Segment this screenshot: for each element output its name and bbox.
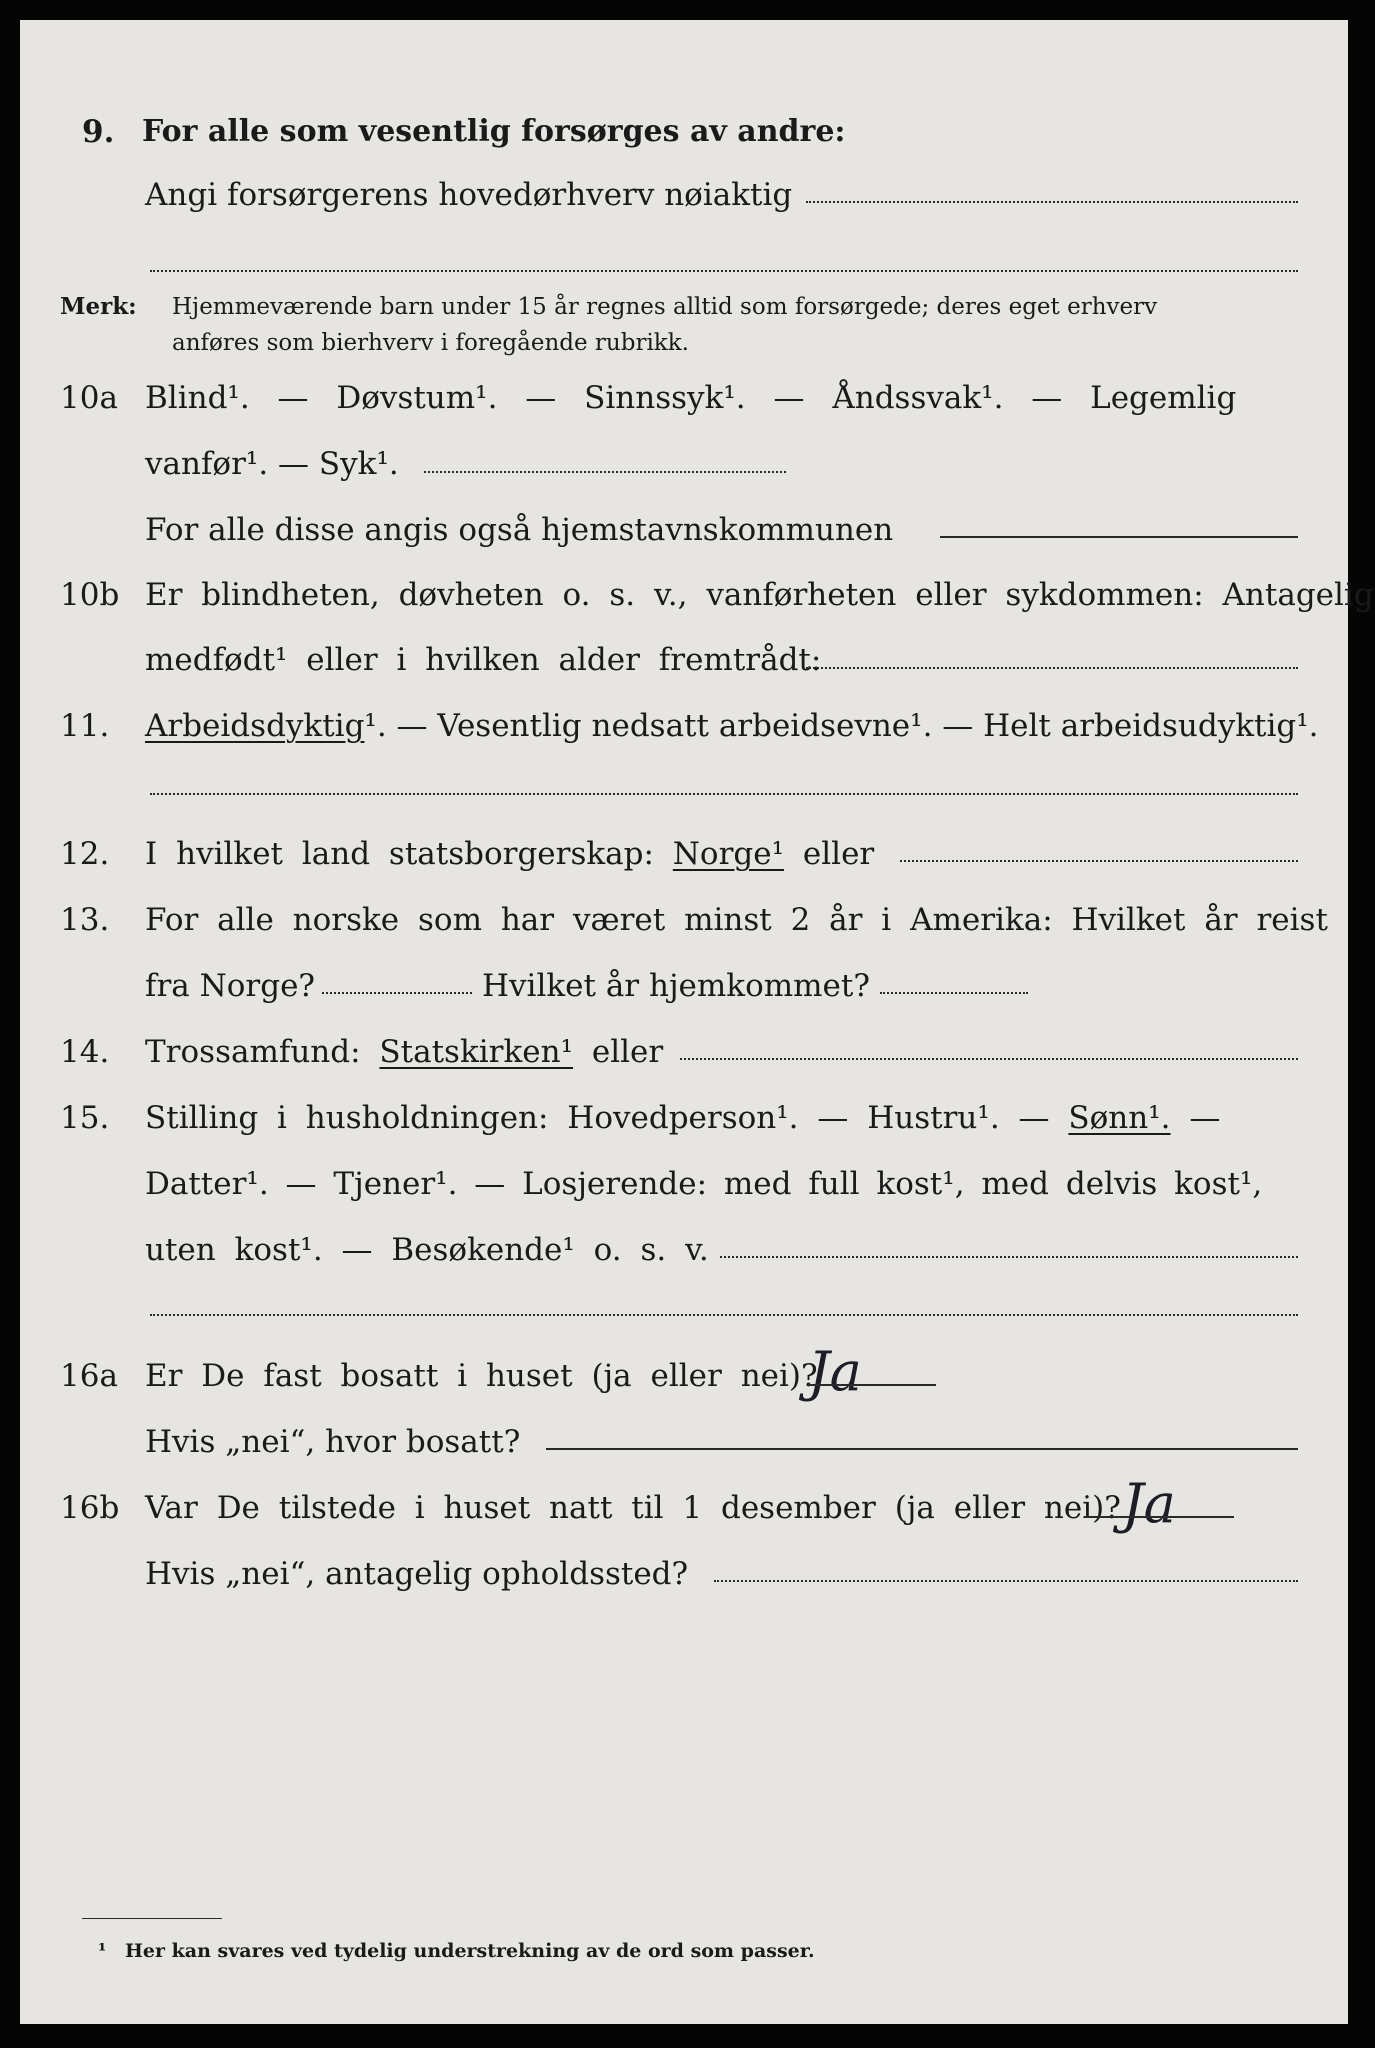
footnote-mark: ¹ <box>98 1940 107 1962</box>
q16a-residence-line[interactable] <box>546 1448 1298 1450</box>
q16a-line-1: Er De fast bosatt i huset (ja eller nei)? <box>145 1358 818 1394</box>
q13-number: 13. <box>60 902 110 938</box>
q10b-line-1: Er blindheten, døvheten o. s. v., vanførheten eller sykdommen: Antagelig <box>145 577 1374 613</box>
q11-extra-line[interactable] <box>150 793 1298 795</box>
q15-number: 15. <box>60 1100 110 1136</box>
footnote <box>98 1940 815 1962</box>
q16a-number: 16a <box>60 1358 118 1394</box>
q16b-number: 16b <box>60 1490 120 1526</box>
census-form-page <box>20 20 1374 2024</box>
q15-selected-option: Sønn¹. <box>1068 1100 1171 1136</box>
q15-line-1-dash: — <box>1189 1100 1221 1136</box>
q16b-handwritten-answer: Ja <box>1122 1472 1176 1535</box>
q14-answer-line[interactable] <box>680 1058 1298 1060</box>
q10a-line-2: vanfør¹. — Syk¹. <box>145 446 399 482</box>
q15-line-1-options: Stilling i husholdningen: Hovedperson¹. — Hustru¹. — <box>145 1100 1050 1136</box>
q16b-line-1: Var De tilstede i huset natt til 1 desember (ja eller nei)? <box>145 1490 1121 1526</box>
q16b-answer-line[interactable] <box>1084 1516 1234 1518</box>
q13-departure-prompt: fra Norge? <box>145 968 316 1004</box>
q10a-answer-line[interactable] <box>424 471 786 473</box>
q15-line-2: Datter¹. — Tjener¹. — Losjerende: med full kost¹, med delvis kost¹, <box>145 1166 1263 1202</box>
q15-extra-line[interactable] <box>150 1314 1298 1316</box>
q9-number: 9. <box>82 114 115 150</box>
q14-selected-option: Statskirken¹ <box>379 1034 573 1070</box>
q10b-line-2: medfødt¹ eller i hvilken alder fremtrådt: <box>145 642 822 678</box>
q16a-line-2: Hvis „nei“, hvor bosatt? <box>145 1424 521 1460</box>
q12-prompt: I hvilket land statsborgerskap: <box>145 836 654 872</box>
merk-line-1: Hjemmeværende barn under 15 år regnes alltid som forsørgede; deres eget erhverv <box>172 294 1158 320</box>
q9-heading: For alle som vesentlig forsørges av andre: <box>142 114 846 149</box>
merk-label: Merk: <box>60 293 137 320</box>
q13-return-line[interactable] <box>880 992 1028 994</box>
q14-suffix: eller <box>591 1034 664 1070</box>
q12-text <box>145 834 874 874</box>
q10a-line-3: For alle disse angis også hjemstavnskommunen <box>145 512 894 548</box>
q10b-number: 10b <box>60 577 120 613</box>
q9-answer-line[interactable] <box>806 201 1298 203</box>
q15-line-1 <box>145 1098 1220 1138</box>
q16b-location-line[interactable] <box>714 1580 1298 1582</box>
q12-selected-option: Norge¹ <box>672 836 785 872</box>
q12-answer-line[interactable] <box>900 860 1298 862</box>
q9-occupation-prompt: Angi forsørgerens hovedørhverv nøiaktig <box>145 177 793 213</box>
q10a-municipality-line[interactable] <box>940 536 1298 538</box>
q11-text <box>145 706 1319 746</box>
q11-number: 11. <box>60 708 110 744</box>
merk-line-2: anføres som bierhverv i foregående rubrikk. <box>172 330 689 356</box>
q11-selected-option: Arbeidsdyktig <box>145 708 365 744</box>
q15-answer-line[interactable] <box>720 1256 1298 1258</box>
q16a-handwritten-answer: Ja <box>808 1340 862 1403</box>
q10a-line-1: Blind¹. — Døvstum¹. — Sinnssyk¹. — Åndssvak¹. — Legemlig <box>145 380 1237 416</box>
q12-suffix: eller <box>802 836 875 872</box>
q13-line-1: For alle norske som har været minst 2 år i Amerika: Hvilket år reist <box>145 902 1328 938</box>
q12-number: 12. <box>60 836 110 872</box>
q10b-answer-line[interactable] <box>806 667 1298 669</box>
q9-extra-line[interactable] <box>150 270 1298 272</box>
q13-return-prompt: Hvilket år hjemkommet? <box>482 968 870 1004</box>
q13-departure-line[interactable] <box>322 992 472 994</box>
q10a-number: 10a <box>60 380 118 416</box>
q14-prompt: Trossamfund: <box>145 1034 361 1070</box>
q14-text <box>145 1032 663 1072</box>
q15-line-3: uten kost¹. — Besøkende¹ o. s. v. <box>145 1232 709 1268</box>
q11-options: ¹. — Vesentlig nedsatt arbeidsevne¹. — Helt arbeidsudyktig¹. <box>364 708 1319 744</box>
q14-number: 14. <box>60 1034 110 1070</box>
q16b-line-2: Hvis „nei“, antagelig opholdssted? <box>145 1556 689 1592</box>
footnote-divider <box>82 1918 222 1919</box>
footnote-text: Her kan svares ved tydelig understrekning av de ord som passer. <box>124 1940 815 1962</box>
q16a-answer-line[interactable] <box>808 1384 936 1386</box>
